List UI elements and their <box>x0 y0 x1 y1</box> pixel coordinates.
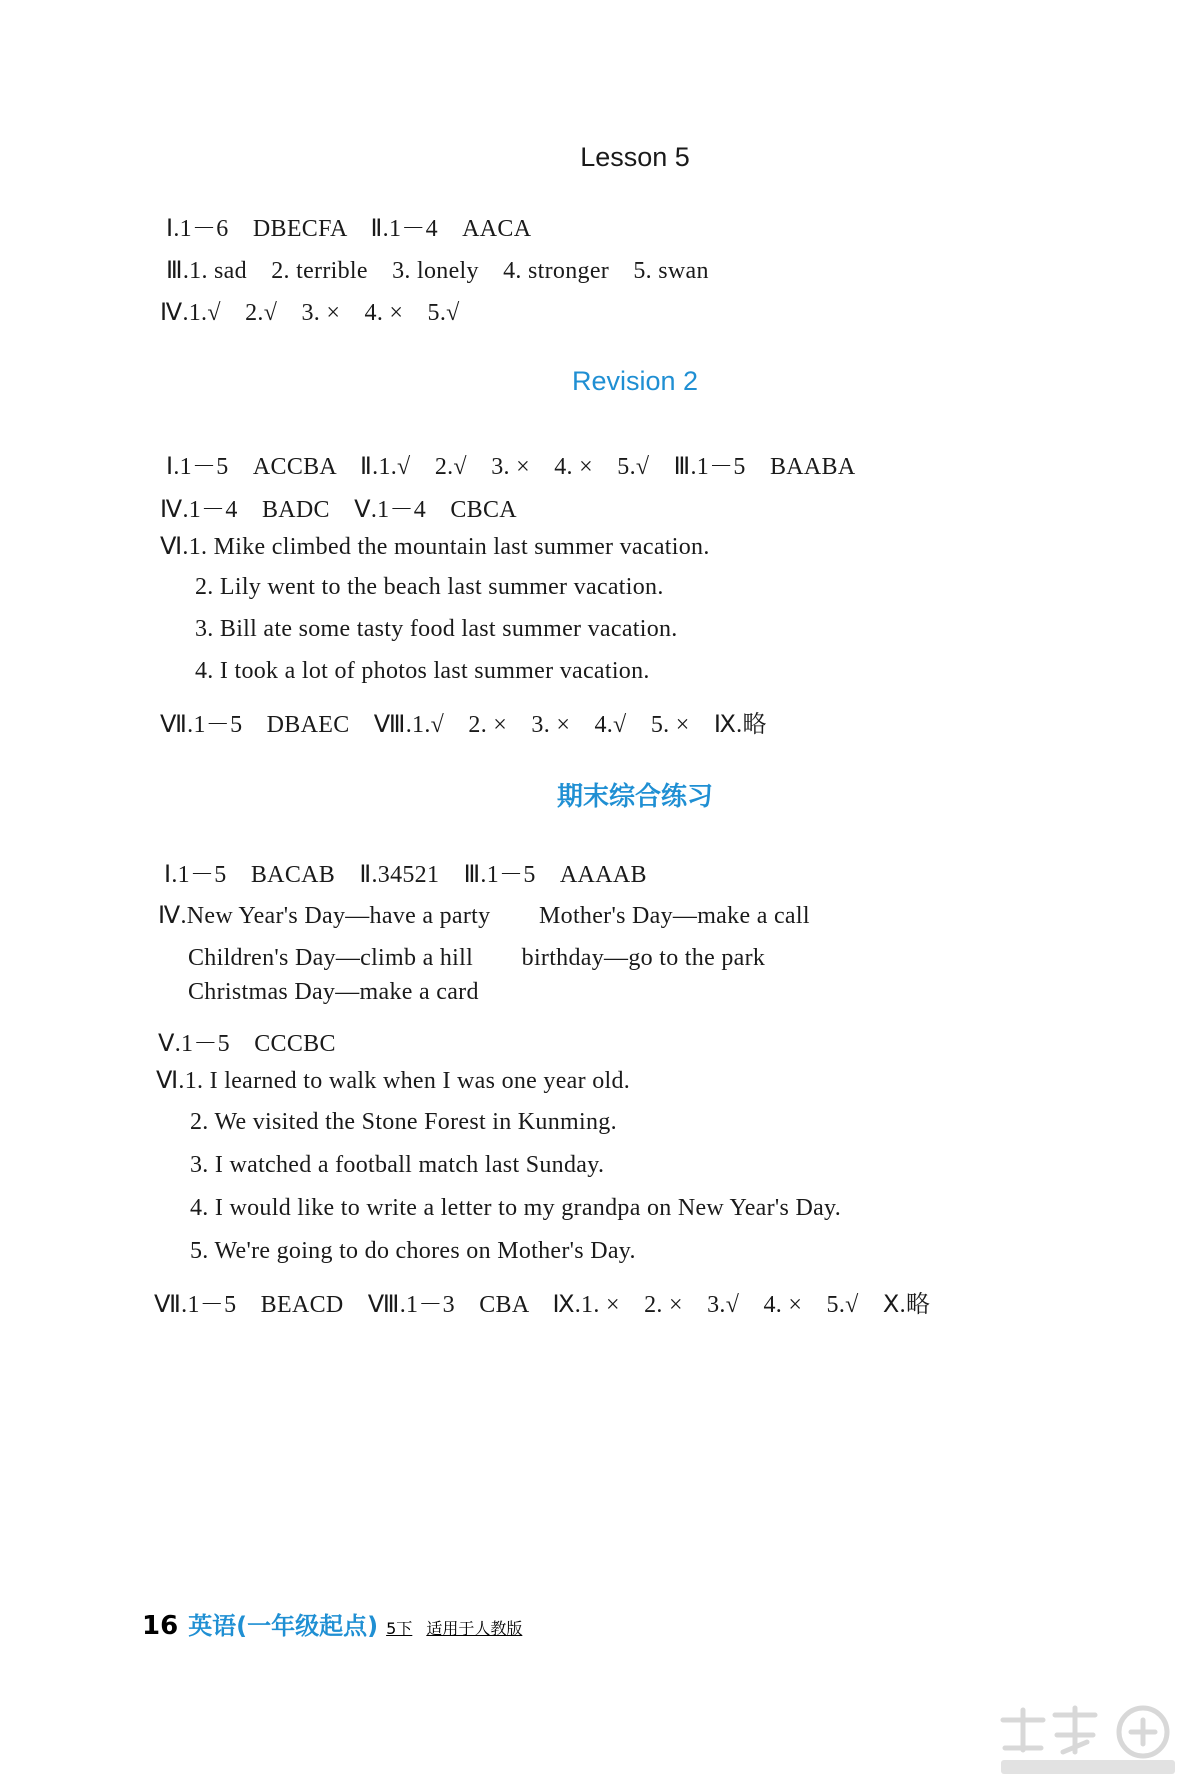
answer-line: Ⅶ.1－5 BEACD Ⅷ.1－3 CBA Ⅸ.1. × 2. × 3.√ 4. × 5.√ Ⅹ.略 <box>154 1292 931 1318</box>
answer-line: Ⅰ.1－5 ACCBA Ⅱ.1.√ 2.√ 3. × 4. × 5.√ Ⅲ.1－5 BAABA <box>166 454 856 480</box>
answer-line: 4. I took a lot of photos last summer vacation. <box>195 658 650 684</box>
answer-line: Ⅵ.1. I learned to walk when I was one year old. <box>156 1068 631 1094</box>
answer-line: Ⅳ.1－4 BADC Ⅴ.1－4 CBCA <box>160 497 517 523</box>
answer-line: Children's Day—climb a hill birthday—go to the park <box>188 945 766 971</box>
answer-line: Ⅳ.1.√ 2.√ 3. × 4. × 5.√ <box>160 300 460 326</box>
answer-line: Ⅴ.1－5 CCCBC <box>158 1031 336 1057</box>
answer-line: Ⅲ.1. sad 2. terrible 3. lonely 4. stronger 5. swan <box>166 258 709 284</box>
grade-label: 5下 <box>386 1619 413 1638</box>
section-title-lesson-5: Lesson 5 <box>580 142 690 172</box>
answer-line: Ⅶ.1－5 DBAEC Ⅷ.1.√ 2. × 3. × 4.√ 5. × Ⅸ.略 <box>160 712 767 738</box>
answer-line: 4. I would like to write a letter to my grandpa on New Year's Day. <box>190 1195 842 1221</box>
answer-line: Christmas Day—make a card <box>188 979 479 1005</box>
answer-line: 2. We visited the Stone Forest in Kunming. <box>190 1109 617 1135</box>
section-title-final-review: 期末综合练习 <box>556 782 713 812</box>
answer-line: Ⅰ.1－6 DBECFA Ⅱ.1－4 AACA <box>166 216 532 242</box>
answer-line: 3. I watched a football match last Sunday. <box>190 1152 605 1178</box>
answer-line: 2. Lily went to the beach last summer vacation. <box>195 574 664 600</box>
page-number: 16 <box>142 1611 179 1641</box>
answer-line: Ⅰ.1－5 BACAB Ⅱ.34521 Ⅲ.1－5 AAAAB <box>164 862 647 888</box>
answer-line: Ⅳ.New Year's Day—have a party Mother's Day—make a call <box>158 903 810 929</box>
page-footer <box>142 1606 522 1641</box>
answer-line: 3. Bill ate some tasty food last summer vacation. <box>195 616 678 642</box>
watermark-logo-icon <box>993 1700 1183 1780</box>
subject-label: 英语(一年级起点) <box>188 1612 379 1640</box>
edition-label: 适用于人教版 <box>426 1619 523 1638</box>
section-title-revision-2: Revision 2 <box>571 366 699 396</box>
answer-line: Ⅵ.1. Mike climbed the mountain last summer vacation. <box>160 534 710 560</box>
answer-line: 5. We're going to do chores on Mother's Day. <box>190 1238 636 1264</box>
